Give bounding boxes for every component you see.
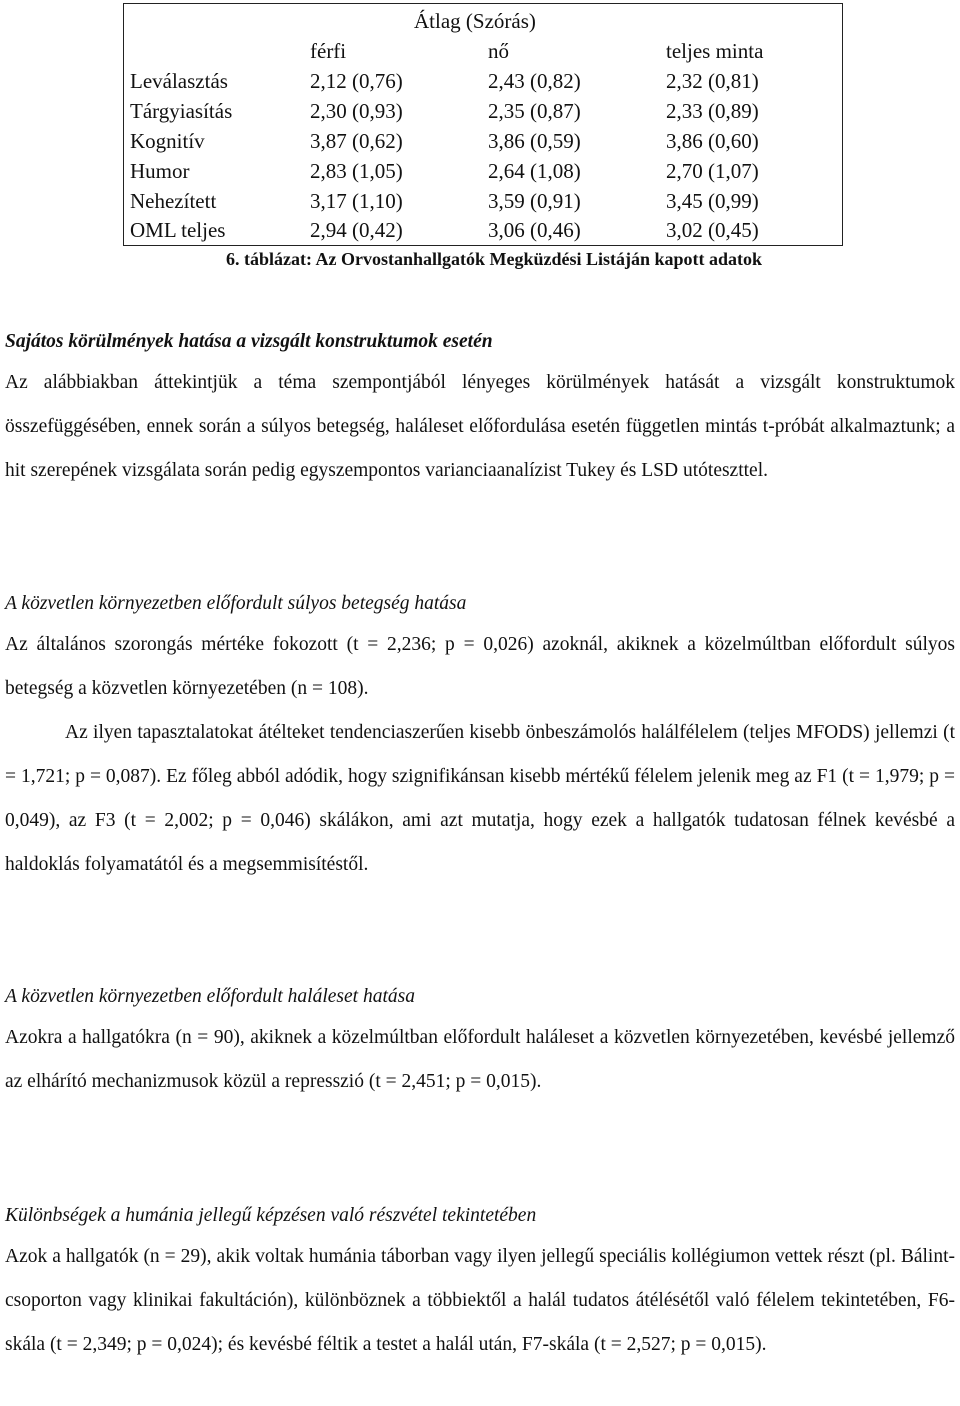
paragraph: Azok a hallgatók (n = 29), akik voltak humánia táborban vagy ilyen jellegű speciális kollégiumon vettek részt (pl. Bálint-csoporton vagy klinikai fakultáción), különböznek a többiektől a halál tudatos átélésétől való félelem tekintetében, F6-skála (t = 2,349; p = 0,024); és kevésbé féltik a testet a halál után, F7-skála (t = 2,527; p = 0,015). <box>5 1246 955 1355</box>
section-heading: Sajátos körülmények hatása a vizsgált konstruktumok esetén <box>5 331 493 352</box>
cell-total: 2,70 (1,07) <box>666 159 759 183</box>
cell-male: 2,94 (0,42) <box>310 218 403 242</box>
paragraph: Az általános szorongás mértéke fokozott (t = 2,236; p = 0,026) azoknál, akiknek a közelmúltban előfordult súlyos betegség a közvetlen környezetében (n = 108). <box>5 634 955 699</box>
table-row <box>124 215 842 245</box>
cell-male: 2,83 (1,05) <box>310 159 403 183</box>
results-table <box>123 3 843 246</box>
cell-male: 3,17 (1,10) <box>310 189 403 213</box>
row-label: Leválasztás <box>130 69 228 93</box>
section-bereavement <box>5 982 955 1104</box>
column-header-male: férfi <box>310 39 347 63</box>
cell-total: 3,45 (0,99) <box>666 189 759 213</box>
table-caption: 6. táblázat: Az Orvostanhallgatók Megküzdési Listáján kapott adatok <box>225 249 763 269</box>
cell-female: 2,64 (1,08) <box>488 159 581 183</box>
table-row <box>124 156 842 186</box>
section-heading: A közvetlen környezetben előfordult súlyos betegség hatása <box>5 593 467 614</box>
cell-total: 2,33 (0,89) <box>666 99 759 123</box>
table-header-row <box>124 36 842 66</box>
section-special-circumstances <box>5 327 955 493</box>
cell-female: 2,43 (0,82) <box>488 69 581 93</box>
cell-female: 2,35 (0,87) <box>488 99 581 123</box>
table-row <box>124 126 842 156</box>
table-row <box>124 96 842 126</box>
cell-total: 2,32 (0,81) <box>666 69 759 93</box>
cell-total: 3,86 (0,60) <box>666 129 759 153</box>
section-heading: Különbségek a humánia jellegű képzésen való részvétel tekintetében <box>5 1205 537 1226</box>
paragraph: Az alábbiakban áttekintjük a téma szempontjából lényeges körülmények hatását a vizsgált konstruktumok összefüggésében, ennek során a súlyos betegség, haláleset előfordulása esetén független mintás t-próbát alkalmaztunk; a hit szerepének vizsgálata során pedig egyszempontos varianciaanalízist Tukey és LSD utóteszttel. <box>5 372 955 481</box>
table-row <box>124 186 842 216</box>
paragraph: Az ilyen tapasztalatokat átélteket tendenciaszerűen kisebb önbeszámolós halálfélelem (teljes MFODS) jellemzi (t = 1,721; p = 0,087). Ez főleg abból adódik, hogy szignifikánsan kisebb mértékű félelem jelenik meg az F1 (t = 1,979; p = 0,049), az F3 (t = 2,002; p = 0,046) skálákon, ami azt mutatja, hogy ezek a hallgatók tudatosan félnek kevésbé a haldoklás folyamatától és a megsemmisítéstől. <box>5 722 955 875</box>
section-heading: A közvetlen környezetben előfordult haláleset hatása <box>5 986 415 1007</box>
cell-female: 3,59 (0,91) <box>488 189 581 213</box>
table-title: Átlag (Szórás) <box>414 9 536 33</box>
column-header-total: teljes minta <box>666 39 764 63</box>
section-humania-training <box>5 1201 955 1367</box>
cell-male: 3,87 (0,62) <box>310 129 403 153</box>
cell-male: 2,30 (0,93) <box>310 99 403 123</box>
row-label: Nehezített <box>130 189 217 213</box>
cell-female: 3,06 (0,46) <box>488 218 581 242</box>
row-label: OML teljes <box>130 218 226 242</box>
table-row <box>124 66 842 96</box>
table-title-row <box>124 6 842 36</box>
cell-female: 3,86 (0,59) <box>488 129 581 153</box>
row-label: Kognitív <box>130 129 205 153</box>
column-header-female: nő <box>488 39 509 63</box>
cell-total: 3,02 (0,45) <box>666 218 759 242</box>
paragraph: Azokra a hallgatókra (n = 90), akiknek a közelmúltban előfordult haláleset a közvetlen környezetében, kevésbé jellemző az elhárító mechanizmusok közül a represszió (t = 2,451; p = 0,015). <box>5 1027 955 1092</box>
row-label: Humor <box>130 159 190 183</box>
row-label: Tárgyiasítás <box>130 99 233 123</box>
cell-male: 2,12 (0,76) <box>310 69 403 93</box>
section-serious-illness <box>5 589 955 887</box>
